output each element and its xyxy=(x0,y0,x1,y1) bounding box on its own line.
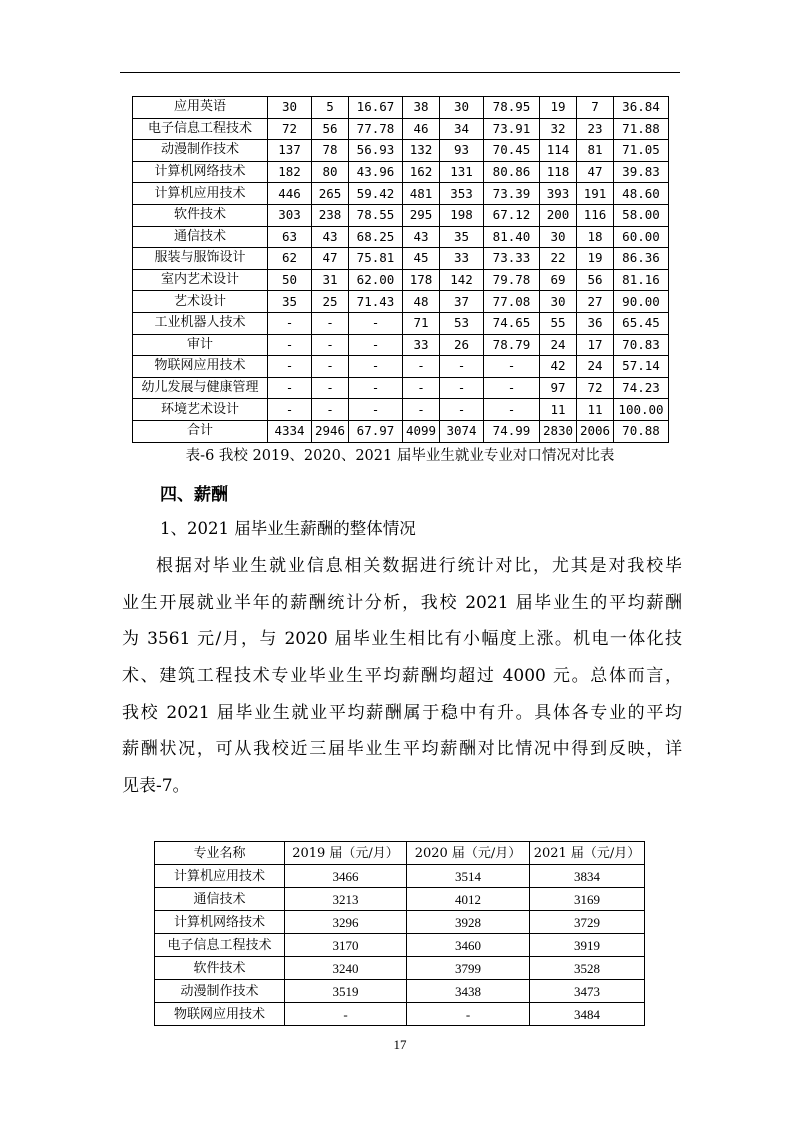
value-cell: - xyxy=(312,334,349,356)
value-cell: 62 xyxy=(268,248,312,270)
paragraph-line: 见表-7。 xyxy=(122,776,190,797)
value-cell: 78.55 xyxy=(349,204,403,226)
value-cell: 74.65 xyxy=(484,312,540,334)
value-cell: - xyxy=(349,377,403,399)
major-name-cell: 审计 xyxy=(133,334,268,356)
value-cell: 131 xyxy=(440,161,484,183)
table-row xyxy=(133,312,669,334)
value-cell: 80.86 xyxy=(484,161,540,183)
value-cell: 86.36 xyxy=(614,248,669,270)
value-cell: 74.23 xyxy=(614,377,669,399)
value-cell: 34 xyxy=(440,118,484,140)
value-cell: - xyxy=(440,356,484,378)
value-cell: 71.05 xyxy=(614,140,669,162)
salary-cell: 3729 xyxy=(530,911,645,934)
value-cell: 70.45 xyxy=(484,140,540,162)
value-cell: 36.84 xyxy=(614,97,669,119)
value-cell: 114 xyxy=(540,140,577,162)
major-name-cell: 通信技术 xyxy=(133,226,268,248)
major-name-cell: 计算机网络技术 xyxy=(155,911,285,934)
table-row xyxy=(155,888,645,911)
value-cell: 30 xyxy=(440,97,484,119)
salary-cell: 3213 xyxy=(285,888,407,911)
value-cell: 63 xyxy=(268,226,312,248)
value-cell: - xyxy=(440,377,484,399)
value-cell: 93 xyxy=(440,140,484,162)
value-cell: 43.96 xyxy=(349,161,403,183)
value-cell: 72 xyxy=(577,377,614,399)
value-cell: 36 xyxy=(577,312,614,334)
value-cell: 162 xyxy=(403,161,440,183)
value-cell: 446 xyxy=(268,183,312,205)
value-cell: 24 xyxy=(577,356,614,378)
value-cell: 30 xyxy=(268,97,312,119)
employment-match-table-body xyxy=(133,97,669,443)
value-cell: 353 xyxy=(440,183,484,205)
value-cell: 303 xyxy=(268,204,312,226)
value-cell: 67.12 xyxy=(484,204,540,226)
value-cell: - xyxy=(268,334,312,356)
value-cell: - xyxy=(484,356,540,378)
value-cell: 47 xyxy=(312,248,349,270)
value-cell: - xyxy=(312,377,349,399)
value-cell: 2006 xyxy=(577,420,614,442)
value-cell: 18 xyxy=(577,226,614,248)
value-cell: - xyxy=(403,377,440,399)
value-cell: 48 xyxy=(403,291,440,313)
major-name-cell: 计算机网络技术 xyxy=(133,161,268,183)
value-cell: 5 xyxy=(312,97,349,119)
value-cell: 4099 xyxy=(403,420,440,442)
value-cell: 81.40 xyxy=(484,226,540,248)
table-row xyxy=(133,420,669,442)
value-cell: 62.00 xyxy=(349,269,403,291)
value-cell: 73.33 xyxy=(484,248,540,270)
value-cell: 33 xyxy=(440,248,484,270)
employment-match-table xyxy=(132,96,669,443)
value-cell: 137 xyxy=(268,140,312,162)
salary-cell: 3928 xyxy=(407,911,530,934)
salary-cell: 4012 xyxy=(407,888,530,911)
value-cell: 30 xyxy=(540,291,577,313)
value-cell: - xyxy=(312,312,349,334)
value-cell: 132 xyxy=(403,140,440,162)
value-cell: 81.16 xyxy=(614,269,669,291)
column-header: 2019 届（元/月） xyxy=(285,842,407,865)
salary-cell: 3460 xyxy=(407,934,530,957)
table-row xyxy=(133,183,669,205)
value-cell: 142 xyxy=(440,269,484,291)
salary-comparison-table-body xyxy=(155,865,645,1026)
table-row xyxy=(133,204,669,226)
value-cell: 24 xyxy=(540,334,577,356)
value-cell: 56 xyxy=(312,118,349,140)
table-row xyxy=(155,865,645,888)
value-cell: 75.81 xyxy=(349,248,403,270)
table-row xyxy=(155,934,645,957)
value-cell: 23 xyxy=(577,118,614,140)
major-name-cell: 通信技术 xyxy=(155,888,285,911)
major-name-cell: 动漫制作技术 xyxy=(133,140,268,162)
major-name-cell: 服装与服饰设计 xyxy=(133,248,268,270)
value-cell: 73.39 xyxy=(484,183,540,205)
value-cell: 43 xyxy=(312,226,349,248)
value-cell: 45 xyxy=(403,248,440,270)
value-cell: 25 xyxy=(312,291,349,313)
salary-cell: 3240 xyxy=(285,957,407,980)
table-row xyxy=(133,291,669,313)
salary-cell: - xyxy=(407,1003,530,1026)
value-cell: 31 xyxy=(312,269,349,291)
salary-cell: 3528 xyxy=(530,957,645,980)
value-cell: - xyxy=(312,356,349,378)
salary-cell: 3484 xyxy=(530,1003,645,1026)
major-name-cell: 物联网应用技术 xyxy=(155,1003,285,1026)
column-header: 2021 届（元/月） xyxy=(530,842,645,865)
major-name-cell: 计算机应用技术 xyxy=(155,865,285,888)
paragraph-line: 薪酬状况，可从我校近三届毕业生平均薪酬对比情况中得到反映，详 xyxy=(122,739,682,760)
table-row xyxy=(133,399,669,421)
page-number: 17 xyxy=(393,1037,407,1052)
major-name-cell: 动漫制作技术 xyxy=(155,980,285,1003)
table-row xyxy=(155,957,645,980)
value-cell: 90.00 xyxy=(614,291,669,313)
value-cell: 19 xyxy=(577,248,614,270)
value-cell: 38 xyxy=(403,97,440,119)
salary-cell: 3519 xyxy=(285,980,407,1003)
value-cell: 71.43 xyxy=(349,291,403,313)
value-cell: 27 xyxy=(577,291,614,313)
value-cell: 47 xyxy=(577,161,614,183)
value-cell: - xyxy=(268,312,312,334)
value-cell: 191 xyxy=(577,183,614,205)
value-cell: - xyxy=(349,312,403,334)
salary-cell: 3170 xyxy=(285,934,407,957)
table-row xyxy=(133,97,669,119)
major-name-cell: 艺术设计 xyxy=(133,291,268,313)
major-name-cell: 软件技术 xyxy=(155,957,285,980)
table-row xyxy=(133,269,669,291)
value-cell: 58.00 xyxy=(614,204,669,226)
major-name-cell: 室内艺术设计 xyxy=(133,269,268,291)
major-name-cell: 电子信息工程技术 xyxy=(155,934,285,957)
table-row xyxy=(133,356,669,378)
value-cell: 39.83 xyxy=(614,161,669,183)
salary-cell: 3296 xyxy=(285,911,407,934)
value-cell: - xyxy=(484,399,540,421)
salary-cell: - xyxy=(285,1003,407,1026)
value-cell: 295 xyxy=(403,204,440,226)
value-cell: 60.00 xyxy=(614,226,669,248)
value-cell: 35 xyxy=(268,291,312,313)
major-name-cell: 电子信息工程技术 xyxy=(133,118,268,140)
table-row xyxy=(133,377,669,399)
table-row xyxy=(133,118,669,140)
value-cell: - xyxy=(312,399,349,421)
salary-cell: 3438 xyxy=(407,980,530,1003)
value-cell: 35 xyxy=(440,226,484,248)
paragraph-line: 术、建筑工程技术专业毕业生平均薪酬均超过 4000 元。总体而言， xyxy=(122,666,682,687)
value-cell: 78 xyxy=(312,140,349,162)
value-cell: 481 xyxy=(403,183,440,205)
value-cell: 48.60 xyxy=(614,183,669,205)
major-name-cell: 计算机应用技术 xyxy=(133,183,268,205)
value-cell: 77.78 xyxy=(349,118,403,140)
value-cell: 238 xyxy=(312,204,349,226)
value-cell: 74.99 xyxy=(484,420,540,442)
value-cell: 42 xyxy=(540,356,577,378)
table-row xyxy=(133,334,669,356)
value-cell: 182 xyxy=(268,161,312,183)
header-rule xyxy=(120,72,680,73)
value-cell: - xyxy=(484,377,540,399)
table-row xyxy=(133,248,669,270)
value-cell: 67.97 xyxy=(349,420,403,442)
value-cell: - xyxy=(268,356,312,378)
table-row xyxy=(133,226,669,248)
value-cell: 16.67 xyxy=(349,97,403,119)
value-cell: 37 xyxy=(440,291,484,313)
value-cell: 118 xyxy=(540,161,577,183)
paragraph-line: 业生开展就业半年的薪酬统计分析，我校 2021 届毕业生的平均薪酬 xyxy=(122,592,682,613)
value-cell: 77.08 xyxy=(484,291,540,313)
salary-cell: 3514 xyxy=(407,865,530,888)
value-cell: - xyxy=(349,356,403,378)
major-name-cell: 工业机器人技术 xyxy=(133,312,268,334)
value-cell: 70.88 xyxy=(614,420,669,442)
value-cell: - xyxy=(349,399,403,421)
paragraph-line: 根据对毕业生就业信息相关数据进行统计对比，尤其是对我校毕 xyxy=(156,556,682,576)
value-cell: 68.25 xyxy=(349,226,403,248)
salary-cell: 3473 xyxy=(530,980,645,1003)
value-cell: 53 xyxy=(440,312,484,334)
value-cell: 71 xyxy=(403,312,440,334)
salary-cell: 3919 xyxy=(530,934,645,957)
value-cell: 72 xyxy=(268,118,312,140)
value-cell: - xyxy=(268,377,312,399)
value-cell: 19 xyxy=(540,97,577,119)
value-cell: 33 xyxy=(403,334,440,356)
value-cell: 178 xyxy=(403,269,440,291)
value-cell: 59.42 xyxy=(349,183,403,205)
value-cell: 69 xyxy=(540,269,577,291)
value-cell: 71.88 xyxy=(614,118,669,140)
value-cell: 2946 xyxy=(312,420,349,442)
value-cell: 2830 xyxy=(540,420,577,442)
major-name-cell: 环境艺术设计 xyxy=(133,399,268,421)
value-cell: 97 xyxy=(540,377,577,399)
table-header-row xyxy=(155,842,645,865)
value-cell: - xyxy=(440,399,484,421)
table-row xyxy=(155,980,645,1003)
value-cell: 70.83 xyxy=(614,334,669,356)
value-cell: 11 xyxy=(540,399,577,421)
value-cell: 393 xyxy=(540,183,577,205)
value-cell: 11 xyxy=(577,399,614,421)
value-cell: 79.78 xyxy=(484,269,540,291)
value-cell: 78.79 xyxy=(484,334,540,356)
value-cell: - xyxy=(268,399,312,421)
value-cell: 55 xyxy=(540,312,577,334)
value-cell: 100.00 xyxy=(614,399,669,421)
value-cell: 43 xyxy=(403,226,440,248)
salary-paragraph xyxy=(122,548,682,805)
salary-cell: 3834 xyxy=(530,865,645,888)
value-cell: 7 xyxy=(577,97,614,119)
table-row xyxy=(133,140,669,162)
table-row xyxy=(155,911,645,934)
value-cell: 50 xyxy=(268,269,312,291)
major-name-cell: 应用英语 xyxy=(133,97,268,119)
value-cell: 56.93 xyxy=(349,140,403,162)
value-cell: 80 xyxy=(312,161,349,183)
value-cell: 81 xyxy=(577,140,614,162)
paragraph-line: 为 3561 元/月，与 2020 届毕业生相比有小幅度上涨。机电一体化技 xyxy=(122,629,682,650)
salary-comparison-table xyxy=(154,841,645,1026)
paragraph-line: 我校 2021 届毕业生就业平均薪酬属于稳中有升。具体各专业的平均 xyxy=(122,702,682,723)
major-name-cell: 幼儿发展与健康管理 xyxy=(133,377,268,399)
table6-caption: 表-6 我校 2019、2020、2021 届毕业生就业专业对口情况对比表 xyxy=(185,448,615,464)
value-cell: 26 xyxy=(440,334,484,356)
value-cell: 30 xyxy=(540,226,577,248)
value-cell: 32 xyxy=(540,118,577,140)
column-header: 2020 届（元/月） xyxy=(407,842,530,865)
value-cell: - xyxy=(403,356,440,378)
column-header: 专业名称 xyxy=(155,842,285,865)
value-cell: - xyxy=(349,334,403,356)
salary-cell: 3799 xyxy=(407,957,530,980)
table-row xyxy=(133,161,669,183)
value-cell: 78.95 xyxy=(484,97,540,119)
value-cell: 3074 xyxy=(440,420,484,442)
salary-cell: 3466 xyxy=(285,865,407,888)
value-cell: 46 xyxy=(403,118,440,140)
value-cell: 73.91 xyxy=(484,118,540,140)
major-name-cell: 软件技术 xyxy=(133,204,268,226)
value-cell: 200 xyxy=(540,204,577,226)
value-cell: 57.14 xyxy=(614,356,669,378)
major-name-cell: 物联网应用技术 xyxy=(133,356,268,378)
section-heading: 四、薪酬 xyxy=(160,485,228,505)
value-cell: 22 xyxy=(540,248,577,270)
value-cell: 56 xyxy=(577,269,614,291)
value-cell: 265 xyxy=(312,183,349,205)
value-cell: 17 xyxy=(577,334,614,356)
value-cell: 65.45 xyxy=(614,312,669,334)
table-row xyxy=(155,1003,645,1026)
major-name-cell: 合计 xyxy=(133,420,268,442)
salary-cell: 3169 xyxy=(530,888,645,911)
value-cell: - xyxy=(403,399,440,421)
value-cell: 4334 xyxy=(268,420,312,442)
subsection-heading: 1、2021 届毕业生薪酬的整体情况 xyxy=(160,519,416,538)
value-cell: 116 xyxy=(577,204,614,226)
value-cell: 198 xyxy=(440,204,484,226)
